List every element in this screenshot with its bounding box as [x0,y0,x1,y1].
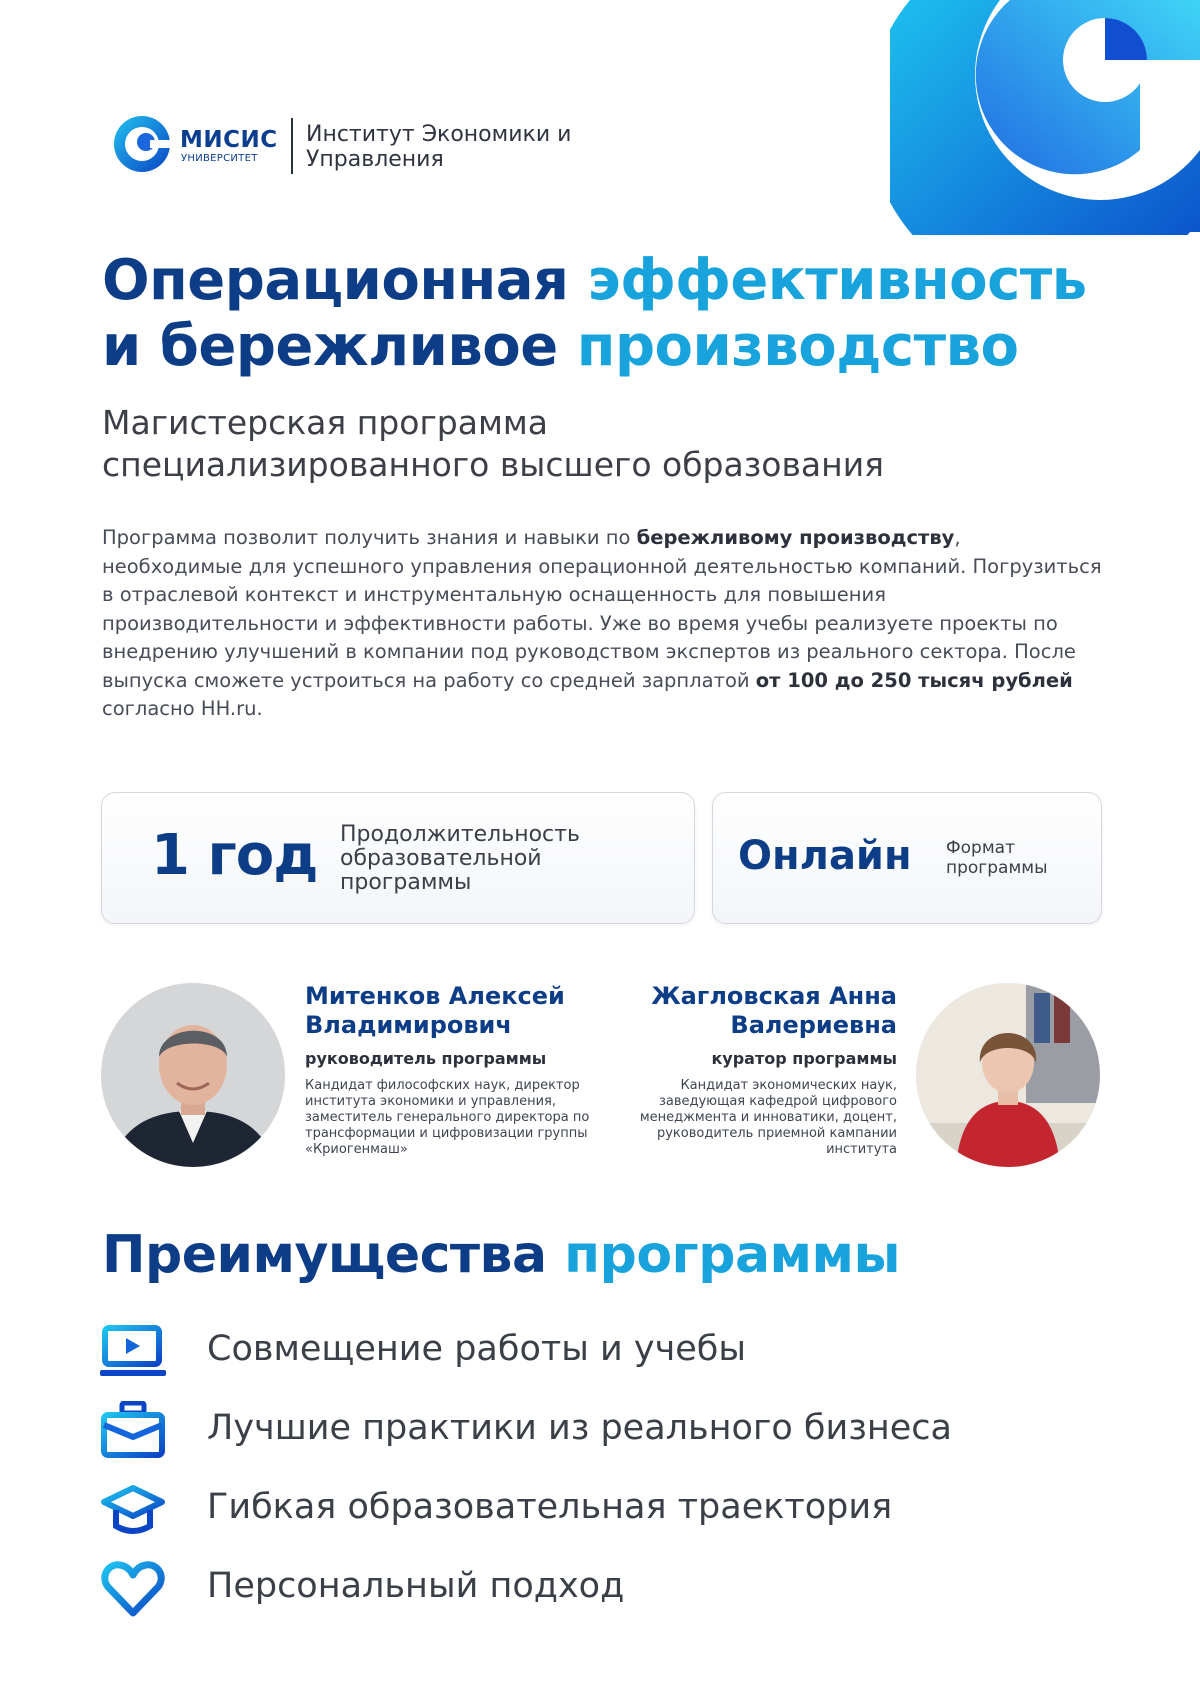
misis-logo-icon [112,114,172,174]
avatar-program-director [101,983,285,1167]
person-name [592,982,897,1040]
person-name-line1: Жагловская Анна [651,982,897,1010]
advantage-item [100,1559,1100,1619]
title-line1-light: эффективность [587,248,1087,313]
description-bold2: от 100 до 250 тысяч рублей [755,668,1073,692]
person-name-line2: Валериевна [730,1011,897,1039]
subtitle-line2: специализированного высшего образования [102,445,885,484]
format-value: Онлайн [738,833,912,879]
page-title [102,248,1142,380]
advantages-title-light: программы [564,1225,901,1285]
advantage-text: Совмещение работы и учебы [207,1329,747,1369]
advantage-text: Персональный подход [207,1566,625,1606]
title-line2-light: производство [576,314,1019,379]
advantage-item [100,1401,1100,1461]
description-part1: Программа позволит получить знания и навыки по [102,526,637,549]
advantages-title [102,1225,900,1285]
description-part2: , необходимые для успешного управления операционной деятельностью компаний. Погрузиться в отраслевой контекст и инструментальную оснащенность для повышения производительности и эффективности работы. Уже во время учебы реализуете проекты по внедрению улучшений в компании под руководством экспертов из реального сектора. После выпуска сможете устроиться на работу со средней зарплатой [102,526,1102,692]
person-name [305,982,625,1040]
person-name-line1: Митенков Алексей [305,982,565,1010]
person-bio: Кандидат экономических наук, заведующая кафедрой цифрового менеджмента и инноватики, доцент, руководитель приемной кампании института [639,1078,897,1157]
advantage-item [100,1480,1100,1540]
brand-swirl-decoration [890,0,1200,235]
logo-subtitle: УНИВЕРСИТЕТ [181,153,258,164]
logo-name: МИСИС [180,127,278,153]
person-name-line2: Владимирович [305,1011,512,1039]
title-line2-dark: и бережливое [102,314,558,379]
advantage-text: Гибкая образовательная траектория [207,1487,893,1527]
duration-card [101,792,695,924]
person-role: куратор программы [711,1049,897,1068]
briefcase-icon [100,1401,166,1461]
format-card [712,792,1102,924]
format-label-line1: Формат [946,838,1015,858]
program-description [102,524,1102,724]
person-bio: Кандидат философских наук, директор института экономики и управления, заместитель генерального директора по трансформации и цифровизации группы «Криогенмаш» [305,1078,590,1157]
person-role: руководитель программы [305,1049,547,1068]
duration-label: Продолжительность образовательной программы [340,822,580,895]
program-subtitle [102,402,1102,486]
format-label [946,838,1048,878]
advantages-title-dark: Преимущества [102,1225,547,1285]
logo-divider [291,118,293,174]
video-icon [100,1322,166,1382]
description-part3: согласно HH.ru. [102,697,263,720]
title-line1-dark: Операционная [102,248,569,313]
institute-name: Институт Экономики и Управления [306,122,572,172]
advantage-text: Лучшие практики из реального бизнеса [207,1408,952,1448]
duration-value: 1 год [151,823,318,888]
description-bold1: бережливому производству [636,526,955,549]
subtitle-line1: Магистерская программа [102,403,548,442]
avatar-program-curator [916,983,1100,1167]
format-label-line2: программы [946,858,1048,878]
graduation-cap-icon [100,1480,166,1540]
heart-icon [100,1559,166,1619]
advantage-item [100,1322,1100,1382]
